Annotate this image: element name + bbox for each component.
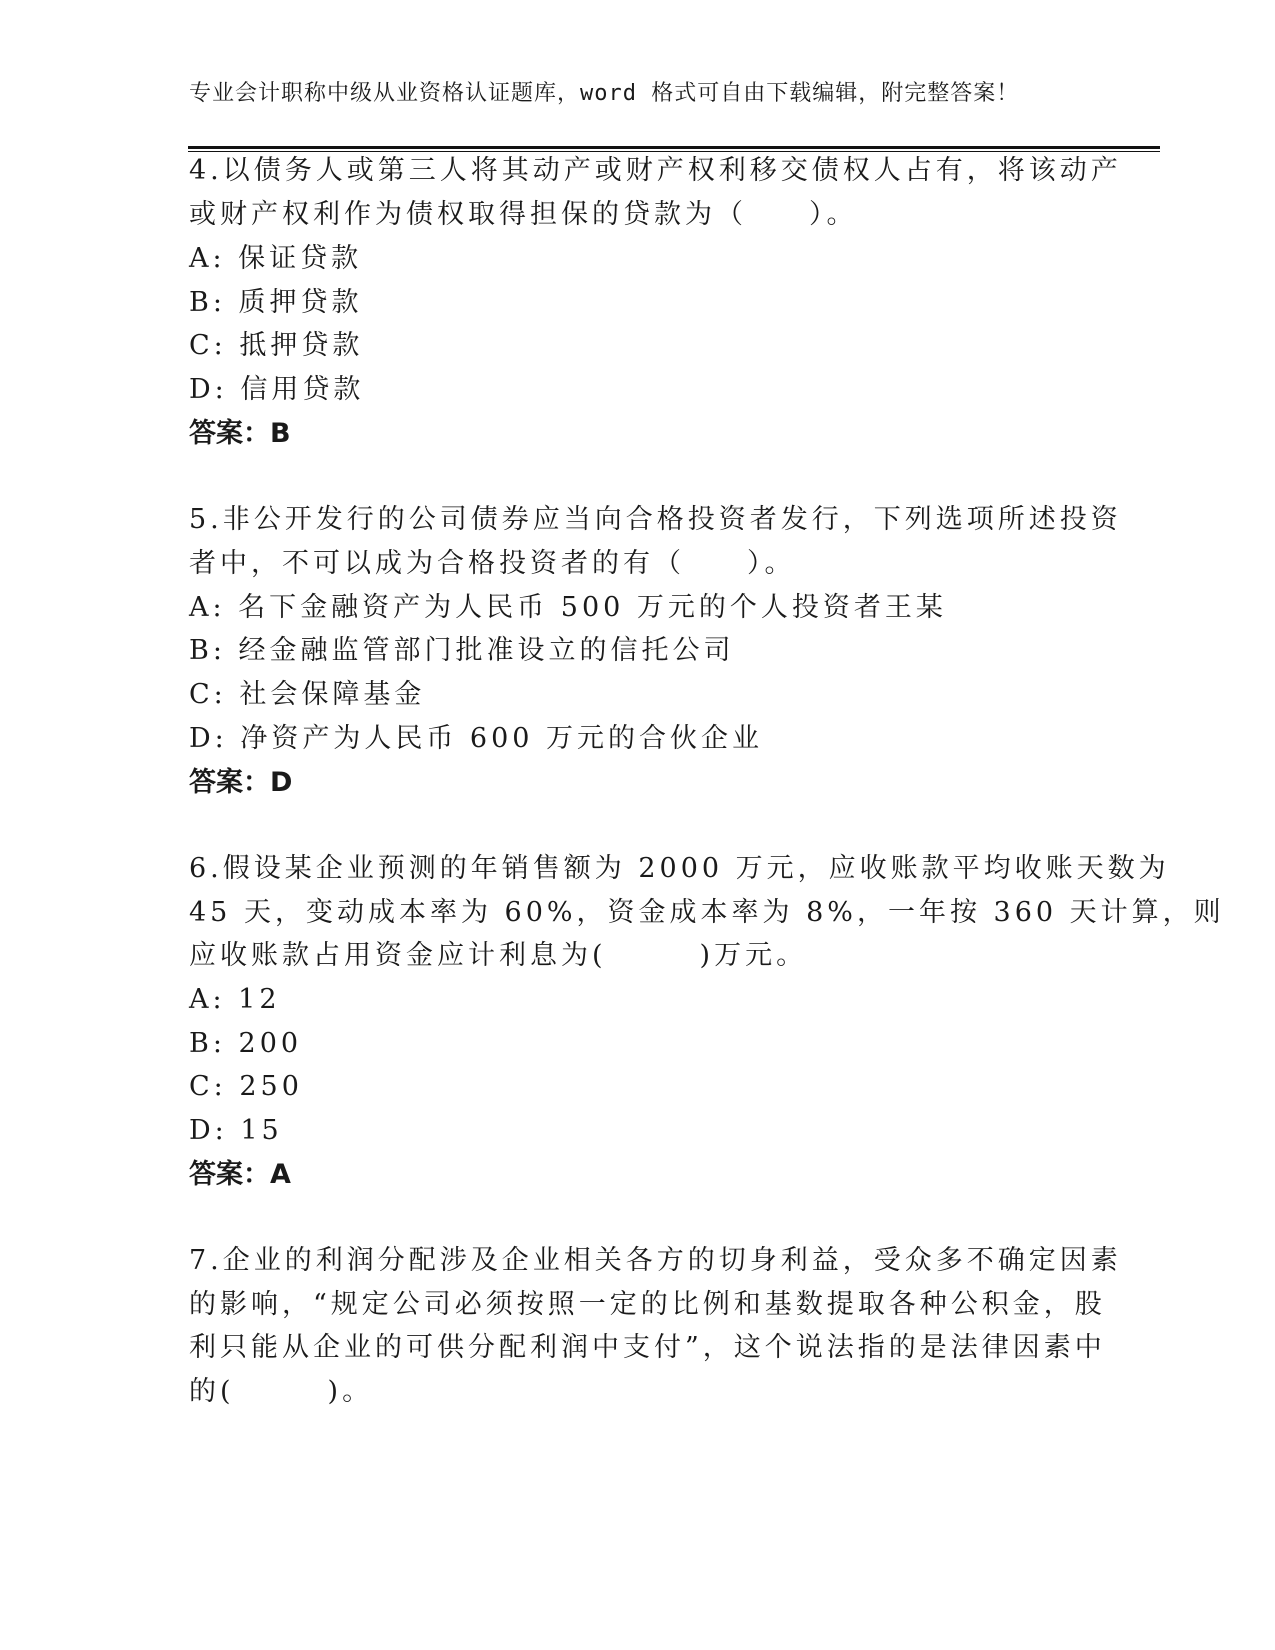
question-4-option-c: C: 抵押贷款 <box>189 330 364 361</box>
question-5-option-c: C: 社会保障基金 <box>189 679 426 710</box>
question-6-stem-line-2: 45 天，变动成本率为 60%，资金成本率为 8%，一年按 360 天计算，则 <box>189 897 1225 928</box>
question-4-answer: 答案：B <box>189 418 291 449</box>
question-6-answer: 答案：A <box>189 1159 291 1190</box>
question-5-option-a: A: 名下金融资产为人民币 500 万元的个人投资者王某 <box>189 592 947 623</box>
question-6-stem-line-3: 应收账款占用资金应计利息为( )万元。 <box>189 940 808 971</box>
question-6-option-b: B: 200 <box>189 1028 303 1059</box>
question-4-option-b: B: 质押贷款 <box>189 287 363 318</box>
question-6-option-d: D: 15 <box>189 1115 283 1146</box>
page-header: 专业会计职称中级从业资格认证题库，word 格式可自由下载编辑，附完整答案！ <box>189 81 1020 106</box>
question-5-stem-line-2: 者中，不可以成为合格投资者的有（ ）。 <box>189 548 796 579</box>
question-7-stem-line-1: 7.企业的利润分配涉及企业相关各方的切身利益，受众多不确定因素 <box>189 1245 1122 1276</box>
question-4-stem-line-2: 或财产权利作为债权取得担保的贷款为（ ）。 <box>189 199 858 230</box>
question-4-option-a: A: 保证贷款 <box>189 243 363 274</box>
question-7-stem-line-2: 的影响，“规定公司必须按照一定的比例和基数提取各种公积金，股 <box>189 1289 1106 1320</box>
question-7-stem-line-3: 利只能从企业的可供分配利润中支付”，这个说法指的是法律因素中 <box>189 1332 1106 1363</box>
question-4-option-d: D: 信用贷款 <box>189 374 365 405</box>
question-6-stem-line-1: 6.假设某企业预测的年销售额为 2000 万元，应收账款平均收账天数为 <box>189 853 1170 884</box>
header-divider-thin <box>188 151 1160 152</box>
question-5-answer: 答案：D <box>189 767 293 798</box>
question-5-stem-line-1: 5.非公开发行的公司债券应当向合格投资者发行，下列选项所述投资 <box>189 504 1122 535</box>
question-6-option-c: C: 250 <box>189 1071 303 1102</box>
question-7-stem-line-4: 的( )。 <box>189 1376 374 1407</box>
header-divider <box>188 146 1160 149</box>
question-4-stem-line-1: 4.以债务人或第三人将其动产或财产权利移交债权人占有，将该动产 <box>189 155 1122 186</box>
question-5-option-b: B: 经金融监管部门批准设立的信托公司 <box>189 635 735 666</box>
question-6-option-a: A: 12 <box>189 984 281 1015</box>
question-5-option-d: D: 净资产为人民币 600 万元的合伙企业 <box>189 723 764 754</box>
